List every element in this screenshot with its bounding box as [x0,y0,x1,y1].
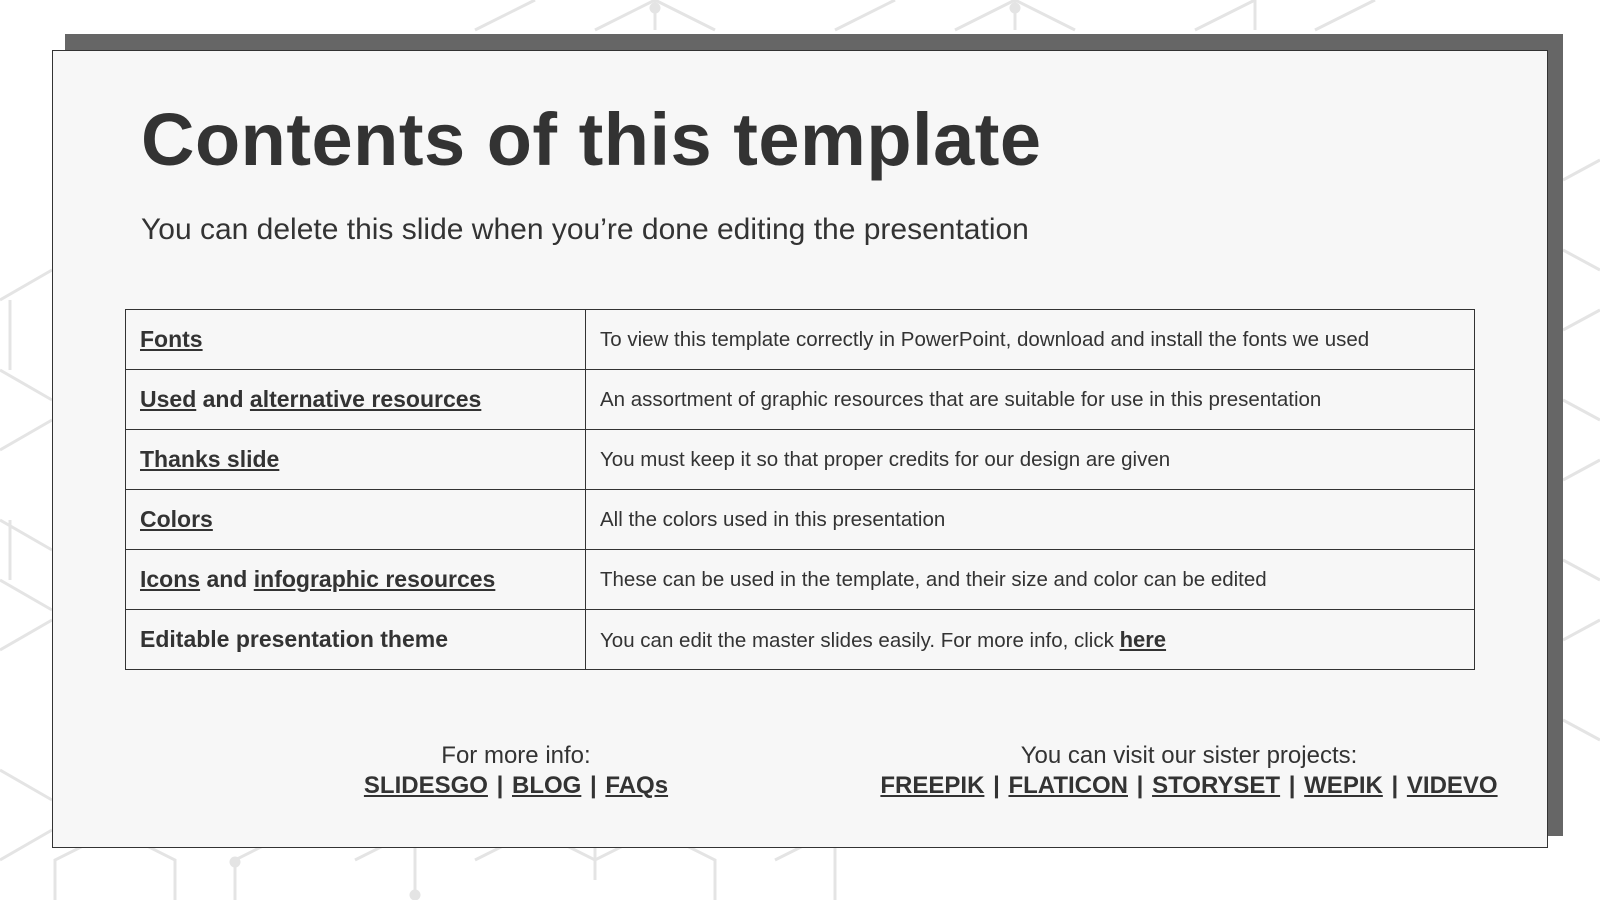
slide-title: Contents of this template [141,98,1042,181]
table-row [126,430,1475,490]
colors-link[interactable]: Colors [140,506,213,532]
resource-description: To view this template correctly in PowerPoint, download and install the fonts we used [600,327,1370,351]
flaticon-link[interactable]: FLATICON [1008,772,1128,799]
resource-description: You can edit the master slides easily. For more info, click [600,628,1120,652]
resource-description: An assortment of graphic resources that are suitable for use in this presentation [600,387,1322,411]
used-link[interactable]: Used [140,386,197,412]
link-separator: | [1391,772,1399,799]
alternative-resources-link[interactable]: alternative resources [249,386,482,412]
thanks-slide-link[interactable]: Thanks slide [140,446,280,472]
slidesgo-link[interactable]: SLIDESGO [363,772,488,799]
icons-link[interactable]: Icons [140,566,201,592]
link-separator: | [993,772,1000,799]
table-row [126,370,1475,430]
resource-description-cell [586,430,1475,490]
footer-sister-projects-links [809,771,1569,801]
resource-description: All the colors used in this presentation [600,507,946,531]
blog-link[interactable]: BLOG [512,772,582,799]
faqs-link[interactable]: FAQs [605,772,669,799]
resource-description: You must keep it so that proper credits for our design are given [600,447,1171,471]
resource-name-cell [126,370,586,430]
resource-description: These can be used in the template, and their size and color can be edited [600,567,1267,591]
here-link[interactable]: here [1119,626,1167,652]
link-separator: | [590,772,597,799]
footer-more-info-label: For more info: [441,742,591,769]
slide-subtitle: You can delete this slide when you’re done editing the presentation [141,213,1029,246]
resource-description-cell [586,490,1475,550]
resource-description-cell [586,550,1475,610]
resource-name-text: and [200,566,254,592]
footer-sister-projects [809,741,1569,801]
table-row [126,610,1475,670]
resource-name-cell [126,550,586,610]
table-row [126,490,1475,550]
footer-more-info [256,741,776,801]
fonts-link[interactable]: Fonts [140,326,203,352]
resource-description-cell [586,610,1475,670]
resource-name-cell [126,430,586,490]
table-row [126,310,1475,370]
resource-name-text: Editable presentation theme [140,626,449,652]
resource-name-text: and [196,386,250,412]
resource-name-cell [126,490,586,550]
resource-name-cell [126,310,586,370]
footer-sister-projects-label: You can visit our sister projects: [1020,742,1358,769]
infographic-resources-link[interactable]: infographic resources [253,566,496,592]
link-separator: | [1288,772,1296,799]
wepik-link[interactable]: WEPIK [1304,772,1383,799]
footer-more-info-links [256,771,776,801]
storyset-link[interactable]: STORYSET [1152,772,1281,799]
resource-name-cell [126,610,586,670]
table-row [126,550,1475,610]
resource-description-cell [586,310,1475,370]
resource-description-cell [586,370,1475,430]
freepik-link[interactable]: FREEPIK [880,772,985,799]
videvo-link[interactable]: VIDEVO [1406,772,1498,799]
link-separator: | [496,772,504,799]
slide-card [52,50,1548,848]
contents-table [125,309,1475,670]
link-separator: | [1136,772,1144,799]
